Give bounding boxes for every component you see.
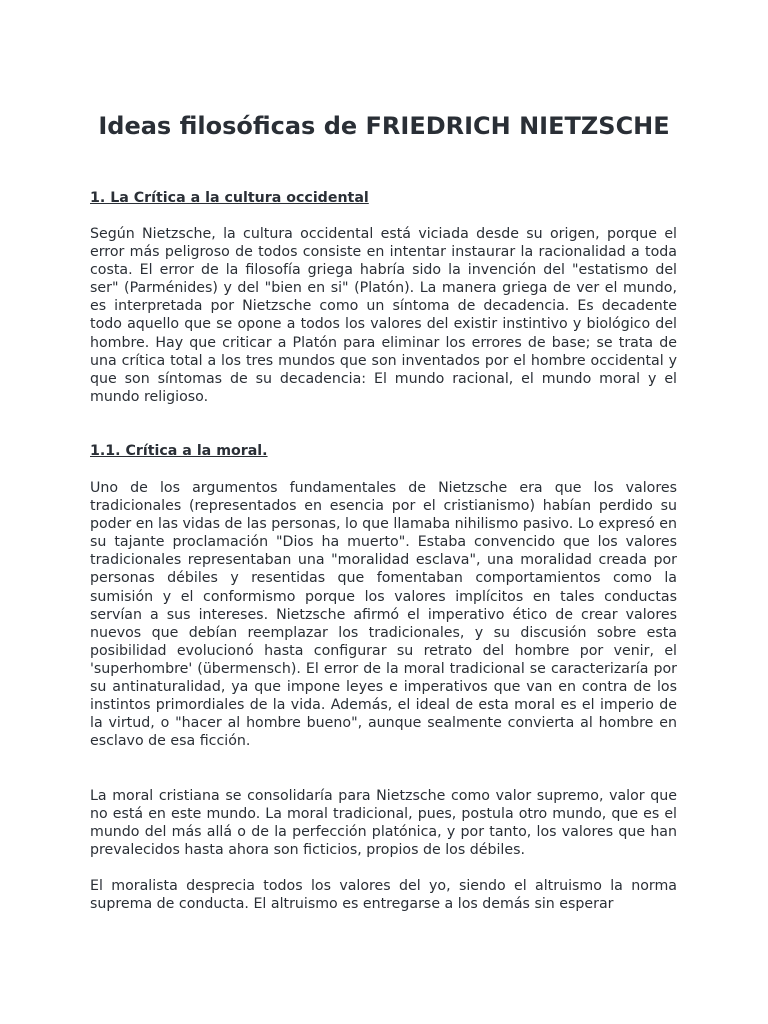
paragraph-critica-moral-3: El moralista desprecia todos los valores del yo, siendo el altruismo la norma suprema de conducta. El altruismo es entregarse a los demás sin esperar xyxy=(90,878,677,913)
paragraph-critica-cultura: Según Nietzsche, la cultura occidental está viciada desde su origen, porque el error más peligroso de todos consiste en intentar instaurar la racionalidad a toda costa. El error de la filosofía griega habría sido la invención del "estatismo del ser" (Parménides) y del "bien en si" (Platón). La manera griega de ver el mundo, es interpretada por Nietzsche como un síntoma de decadencia. Es decadente todo aquello que se opone a todos los valores del existir instintivo y biológico del hombre. Hay que criticar a Platón para eliminar los errores de base; se trata de una crítica total a los tres mundos que son inventados por el hombre occidental y que son síntomas de su decadencia: El mundo racional, el mundo moral y el mundo religioso. xyxy=(90,226,677,405)
section-heading-critica-cultura: 1. La Crítica a la cultura occidental xyxy=(90,190,369,206)
section-heading-critica-moral: 1.1. Crítica a la moral. xyxy=(90,443,268,459)
paragraph-critica-moral-1: Uno de los argumentos fundamentales de Nietzsche era que los valores tradicionales (representados en esencia por el cristianismo) habían perdido su poder en las vidas de las personas, lo que llamaba nihilismo pasivo. Lo expresó en su tajante proclamación "Dios ha muerto". Estaba convencido que los valores tradicionales representaban una "moralidad esclava", una moralidad creada por personas débiles y resentidas que fomentaban comportamientos como la sumisión y el conformismo porque los valores implícitos en tales conductas servían a sus intereses. Nietzsche afirmó el imperativo ético de crear valores nuevos que debían reemplazar los tradicionales, y su discusión sobre esta posibilidad evolucionó hasta configurar su retrato del hombre por venir, el 'superhombre' (übermensch). El error de la moral tradicional se caracterizaría por su antinaturalidad, ya que impone leyes e imperativos que van en contra de los instintos primordiales de la vida. Además, el ideal de esta moral es el imperio de la virtud, o "hacer al hombre bueno", aunque sealmente convierta al hombre en esclavo de esa ficción. xyxy=(90,480,677,750)
document-title: Ideas filosóficas de FRIEDRICH NIETZSCHE xyxy=(98,112,670,140)
paragraph-critica-moral-2: La moral cristiana se consolidaría para Nietzsche como valor supremo, valor que no está en este mundo. La moral tradicional, pues, postula otro mundo, que es el mundo del más allá o de la perfección platónica, y por tanto, los valores que han prevalecidos hasta ahora son ficticios, propios de los débiles. xyxy=(90,788,677,859)
